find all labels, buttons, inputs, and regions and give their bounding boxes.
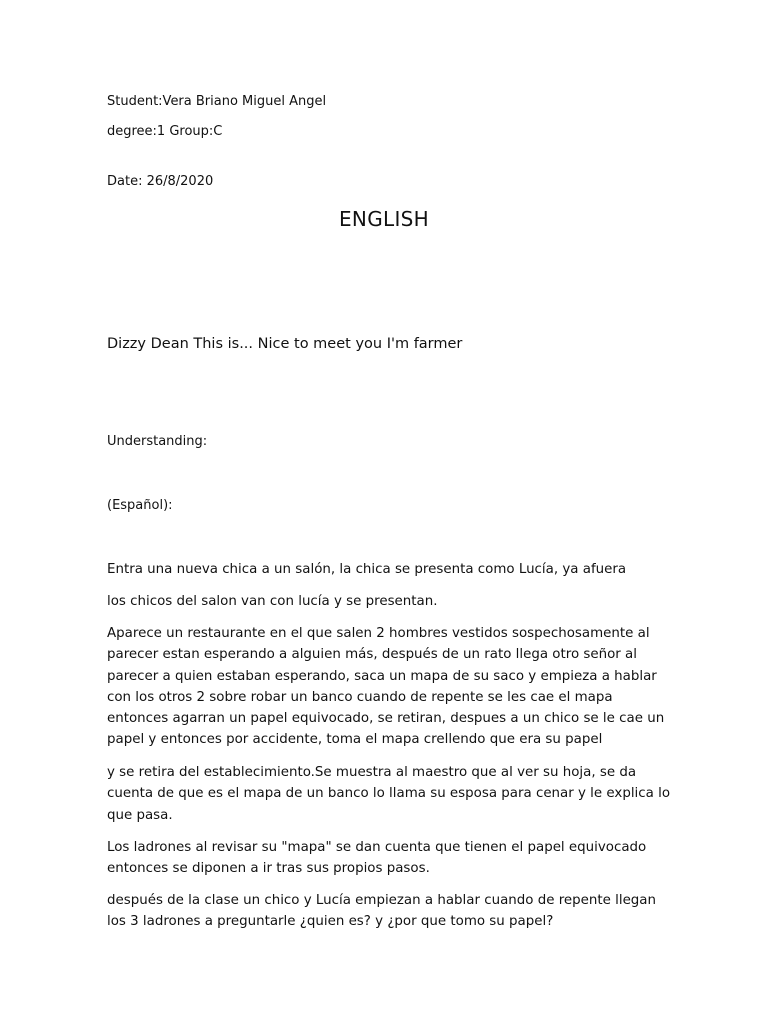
paragraph-line: entonces se diponen a ir tras sus propios pasos. [107,861,430,877]
paragraph-6 [107,890,667,933]
paragraph-5 [107,837,667,880]
paragraph-2 [107,591,667,612]
document-title: ENGLISH [339,207,429,231]
date: Date: 26/8/2020 [107,174,214,189]
paragraph-line: Los ladrones al revisar su "mapa" se dan cuenta que tienen el papel equivocado [107,840,647,855]
paragraph-line: que pasa. [107,807,173,823]
student-name: Student:Vera Briano Miguel Angel [107,94,327,109]
degree-group: degree:1 Group:C [107,124,223,139]
spanish-label: (Español): [107,498,173,513]
paragraph-4 [107,762,671,826]
paragraph-line: Entra una nueva chica a un salón, la chica se presenta como Lucía, ya afuera [107,562,627,577]
paragraph-3 [107,623,667,751]
paragraph-line: los chicos del salon van con lucía y se presentan. [107,594,438,609]
paragraph-line: con los otros 2 sobre robar un banco cuando de repente se les cae el mapa [107,689,613,705]
paragraph-line: entonces agarran un papel equivocado, se retiran, despues a un chico se le cae un [107,711,665,727]
paragraph-line: cuenta de que es el mapa de un banco lo llama su esposa para cenar y le explica lo [107,786,671,802]
paragraph-line: después de la clase un chico y Lucía empiezan a hablar cuando de repente llegan [107,893,656,908]
paragraph-line: parecer estan esperando a alguien más, después de un rato llega otro señor al [107,647,637,663]
paragraph-line: los 3 ladrones a preguntarle ¿quien es? y ¿por que tomo su papel? [107,914,554,930]
paragraph-line: Aparece un restaurante en el que salen 2 hombres vestidos sospechosamente al [107,626,650,641]
paragraph-1 [107,559,667,580]
paragraph-line: y se retira del establecimiento.Se muestra al maestro que al ver su hoja, se da [107,765,637,780]
paragraph-line: papel y entonces por accidente, toma el mapa crellendo que era su papel [107,732,603,748]
paragraph-line: parecer a quien estaban esperando, saca un mapa de su saco y empieza a hablar [107,668,657,684]
dialogue-line: Dizzy Dean This is... Nice to meet you I'm farmer [107,336,463,352]
understanding-label: Understanding: [107,434,208,449]
